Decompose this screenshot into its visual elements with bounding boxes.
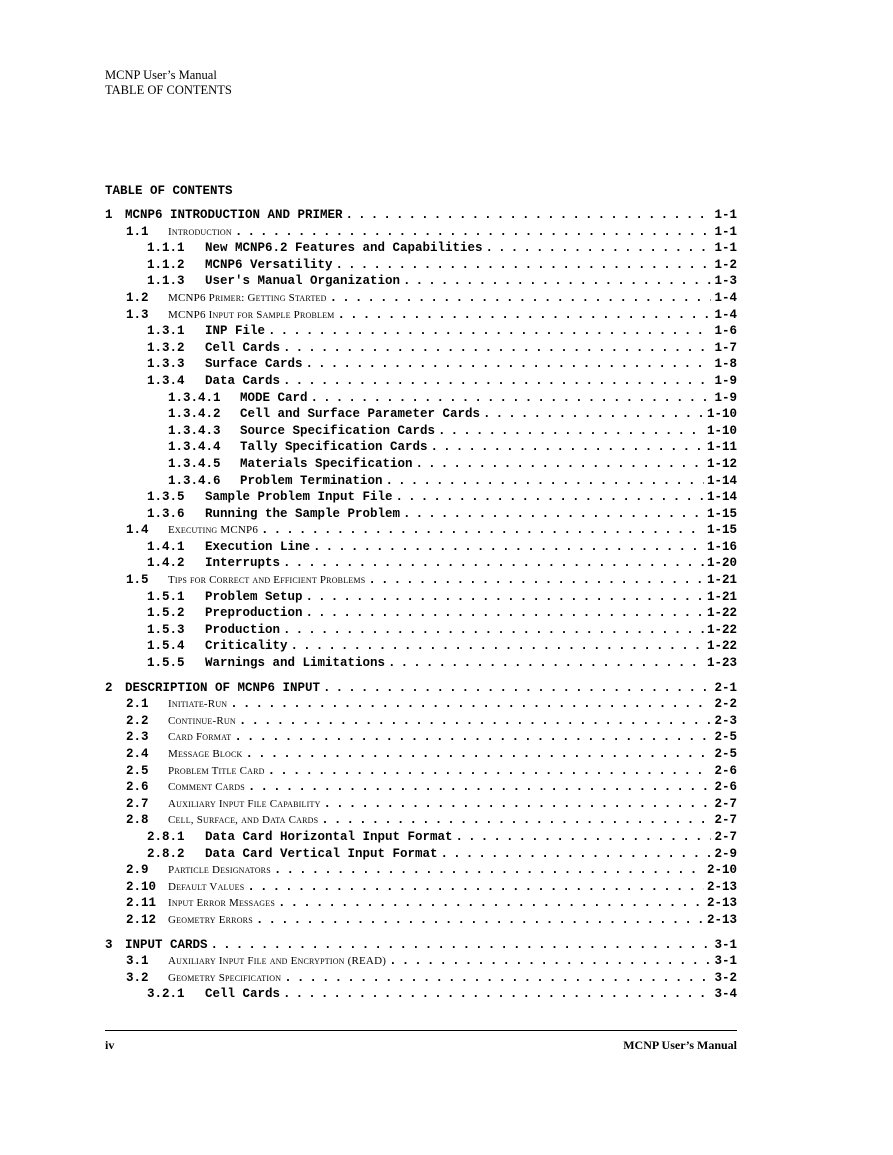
- toc-entry-number: 1.3: [126, 307, 149, 322]
- toc-leader-dots: [321, 813, 711, 827]
- toc-entry[interactable]: [105, 863, 737, 880]
- toc-entry-page: 2-10: [706, 863, 737, 878]
- toc-entry-page: 1-3: [714, 274, 737, 289]
- toc-entry-page: 1-16: [706, 539, 737, 554]
- toc-entry-page: 2-6: [714, 763, 737, 778]
- toc-entry-number: 2.3: [126, 730, 149, 745]
- toc-entry-number: 1.4: [126, 523, 149, 538]
- toc-entry-page: 2-7: [714, 796, 737, 811]
- toc-entry-page: 1-7: [714, 340, 737, 355]
- toc-entry-title: Sample Problem Input File: [205, 490, 393, 505]
- toc-entry-title: Warnings and Limitations: [205, 656, 386, 671]
- toc-entry-title: Problem Title Card: [168, 764, 265, 777]
- toc-leader-dots: [403, 274, 711, 288]
- toc-leader-dots: [456, 830, 712, 844]
- toc-entry[interactable]: [105, 880, 737, 897]
- toc-entry[interactable]: [105, 291, 737, 308]
- toc-entry-number: 1.5.5: [147, 656, 185, 671]
- toc-entry-page: 1-9: [714, 373, 737, 388]
- toc-entry-title: Default Values: [168, 880, 245, 893]
- toc-entry-page: 1-21: [706, 573, 737, 588]
- toc-entry-page: 3-2: [714, 970, 737, 985]
- toc-entry-title: Problem Setup: [205, 589, 303, 604]
- toc-entry-title: Geometry Specification: [168, 971, 282, 984]
- toc-leader-dots: [306, 590, 704, 604]
- toc-entry-number: 2.2: [126, 713, 149, 728]
- toc-entry-page: 1-15: [706, 506, 737, 521]
- toc-entry-page: 2-13: [706, 896, 737, 911]
- toc-leader-dots: [403, 507, 704, 521]
- toc-leader-dots: [386, 474, 704, 488]
- toc-entry[interactable]: [105, 341, 737, 358]
- toc-entry[interactable]: [105, 391, 737, 408]
- toc-entry-number: 1.5.3: [147, 622, 185, 637]
- toc-entry-page: 2-5: [714, 747, 737, 761]
- toc-entry-number: 2.10: [126, 879, 157, 894]
- toc-entry[interactable]: [105, 258, 737, 275]
- toc-leader-dots: [438, 424, 704, 438]
- toc-leader-dots: [483, 407, 704, 421]
- toc-entry-page: 3-1: [714, 954, 737, 969]
- toc-entry-title: Surface Cards: [205, 357, 303, 372]
- toc-heading: TABLE OF CONTENTS: [105, 184, 233, 198]
- toc-entry-title: Geometry Errors: [168, 913, 253, 926]
- toc-entry-title: Cell, Surface, and Data Cards: [168, 814, 319, 827]
- toc-entry-page: 2-13: [706, 912, 737, 927]
- table-of-contents: [105, 208, 737, 1004]
- toc-entry-number: 1.3.5: [147, 490, 185, 505]
- toc-entry[interactable]: [105, 225, 737, 242]
- toc-entry-title: Tally Specification Cards: [240, 440, 428, 455]
- toc-entry-page: 2-6: [714, 780, 737, 795]
- toc-entry[interactable]: [105, 474, 737, 491]
- toc-entry-number: 1.5.4: [147, 639, 185, 654]
- toc-entry[interactable]: [105, 780, 737, 797]
- toc-leader-dots: [291, 639, 704, 653]
- toc-entry-title: Source Specification Cards: [240, 423, 436, 438]
- toc-entry-page: 2-5: [714, 730, 737, 745]
- footer-title: MCNP User’s Manual: [623, 1038, 737, 1052]
- toc-entry-number: 2.12: [126, 912, 157, 927]
- toc-entry-title: New MCNP6.2 Features and Capabilities: [205, 241, 483, 256]
- toc-leader-dots: [274, 863, 704, 877]
- toc-entry-title: Running the Sample Problem: [205, 506, 401, 521]
- toc-entry[interactable]: [105, 241, 737, 258]
- toc-leader-dots: [211, 938, 712, 952]
- toc-entry[interactable]: [105, 407, 737, 424]
- toc-entry[interactable]: [105, 697, 737, 714]
- toc-entry-page: 1-1: [714, 241, 737, 256]
- toc-entry[interactable]: [105, 573, 737, 590]
- toc-entry-number: 1: [105, 208, 113, 222]
- toc-entry[interactable]: [105, 896, 737, 913]
- toc-entry-number: 1.3.4.4: [168, 440, 221, 455]
- toc-entry[interactable]: [105, 797, 737, 814]
- toc-leader-dots: [256, 913, 704, 927]
- toc-entry-page: 1-23: [706, 656, 737, 671]
- toc-entry-number: 2.6: [126, 780, 149, 795]
- toc-entry[interactable]: [105, 954, 737, 971]
- toc-entry-page: 1-2: [714, 257, 737, 272]
- toc-entry[interactable]: [105, 606, 737, 623]
- toc-entry-title: Input Error Messages: [168, 897, 276, 910]
- toc-entry-number: 1.3.4: [147, 373, 185, 388]
- toc-entry-title: MCNP6 Primer: Getting Started: [168, 291, 327, 304]
- toc-entry-title: Cell Cards: [205, 987, 281, 1002]
- toc-entry-title: INPUT CARDS: [125, 937, 208, 952]
- toc-entry[interactable]: [105, 747, 737, 764]
- toc-entry-number: 1.1: [126, 224, 149, 239]
- toc-entry-number: 3.1: [126, 954, 149, 969]
- toc-entry-title: Initiate-Run: [168, 698, 228, 711]
- toc-entry-page: 1-20: [706, 556, 737, 571]
- toc-leader-dots: [324, 797, 712, 811]
- toc-entry-page: 3-1: [714, 937, 737, 952]
- toc-entry-number: 2.8: [126, 813, 149, 828]
- toc-leader-dots: [346, 208, 712, 222]
- toc-entry-number: 2.1: [126, 697, 149, 712]
- toc-entry[interactable]: [105, 913, 737, 930]
- toc-leader-dots: [313, 540, 704, 554]
- toc-entry-page: 1-1: [714, 208, 737, 222]
- toc-entry-number: 1.4.2: [147, 556, 185, 571]
- toc-entry-title: Preproduction: [205, 606, 303, 621]
- toc-leader-dots: [441, 847, 712, 861]
- toc-entry-title: Tips for Correct and Efficient Problems: [168, 574, 366, 587]
- toc-leader-dots: [311, 391, 712, 405]
- toc-entry-title: DESCRIPTION OF MCNP6 INPUT: [125, 680, 321, 695]
- toc-entry-number: 1.3.4.6: [168, 473, 221, 488]
- toc-entry-title: Message Block: [168, 748, 243, 760]
- toc-entry-title: INP File: [205, 324, 266, 339]
- toc-entry-title: MCNP6 Versatility: [205, 257, 333, 272]
- toc-entry-number: 1.5.2: [147, 606, 185, 621]
- toc-entry-title: Problem Termination: [240, 473, 383, 488]
- toc-leader-dots: [261, 523, 704, 537]
- toc-entry[interactable]: [105, 590, 737, 607]
- toc-entry-title: Card Format: [168, 731, 232, 744]
- toc-entry-page: 2-13: [706, 879, 737, 894]
- toc-entry-number: 1.4.1: [147, 539, 185, 554]
- toc-entry-page: 2-3: [714, 713, 737, 728]
- toc-entry-number: 3.2.1: [147, 987, 185, 1002]
- toc-leader-dots: [283, 374, 711, 388]
- toc-entry[interactable]: [105, 507, 737, 524]
- toc-entry[interactable]: [105, 764, 737, 781]
- toc-leader-dots: [239, 714, 712, 728]
- toc-entry-title: Executing MCNP6: [168, 524, 259, 537]
- toc-entry-title: Continue-Run: [168, 714, 236, 727]
- toc-entry-number: 1.1.2: [147, 257, 185, 272]
- toc-entry[interactable]: [105, 730, 737, 747]
- toc-entry[interactable]: [105, 971, 737, 988]
- page-number: iv: [105, 1038, 115, 1052]
- toc-entry[interactable]: [105, 274, 737, 291]
- toc-entry-number: 2.8.1: [147, 829, 185, 844]
- toc-entry[interactable]: [105, 987, 737, 1004]
- toc-entry-number: 2.8.2: [147, 846, 185, 861]
- toc-leader-dots: [306, 606, 704, 620]
- toc-leader-dots: [283, 341, 711, 355]
- toc-entry-page: 1-10: [706, 407, 737, 422]
- toc-leader-dots: [283, 623, 704, 637]
- toc-entry-number: 2.5: [126, 763, 149, 778]
- toc-entry-number: 2.4: [126, 747, 149, 761]
- toc-entry-page: 1-22: [706, 622, 737, 637]
- toc-leader-dots: [396, 490, 704, 504]
- toc-leader-dots: [416, 457, 704, 471]
- toc-entry-number: 1.3.1: [147, 324, 185, 339]
- toc-leader-dots: [368, 573, 704, 587]
- toc-entry-number: 1.1.3: [147, 274, 185, 289]
- toc-entry[interactable]: [105, 523, 737, 540]
- toc-leader-dots: [247, 880, 704, 894]
- toc-entry-title: Materials Specification: [240, 456, 413, 471]
- toc-entry[interactable]: [105, 540, 737, 557]
- toc-entry[interactable]: [105, 208, 737, 225]
- toc-entry[interactable]: [105, 424, 737, 441]
- toc-entry-page: 3-4: [714, 987, 737, 1002]
- toc-entry-page: 1-22: [706, 639, 737, 654]
- toc-leader-dots: [278, 896, 704, 910]
- toc-entry-page: 1-6: [714, 324, 737, 339]
- toc-entry[interactable]: [105, 457, 737, 474]
- toc-entry-title: Comment Cards: [168, 781, 245, 794]
- toc-entry[interactable]: [105, 938, 737, 955]
- toc-leader-dots: [268, 324, 711, 338]
- toc-entry-page: 1-10: [706, 423, 737, 438]
- toc-entry-title: Interrupts: [205, 556, 281, 571]
- toc-leader-dots: [330, 291, 712, 305]
- toc-leader-dots: [323, 681, 711, 695]
- toc-leader-dots: [486, 241, 712, 255]
- toc-entry[interactable]: [105, 556, 737, 573]
- toc-entry[interactable]: [105, 681, 737, 698]
- toc-leader-dots: [306, 357, 712, 371]
- toc-entry-number: 2: [105, 680, 113, 695]
- toc-leader-dots: [283, 987, 711, 1001]
- toc-entry-page: 2-9: [714, 846, 737, 861]
- toc-entry-title: Data Cards: [205, 373, 281, 388]
- toc-leader-dots: [284, 971, 711, 985]
- toc-entry-title: Production: [205, 622, 281, 637]
- toc-entry-title: Data Card Horizontal Input Format: [205, 829, 453, 844]
- toc-entry-title: Auxiliary Input File Capability: [168, 797, 321, 810]
- toc-entry-title: Criticality: [205, 639, 288, 654]
- toc-entry-page: 1-9: [714, 390, 737, 405]
- toc-entry[interactable]: [105, 357, 737, 374]
- toc-entry-title: MCNP6 Input for Sample Problem: [168, 308, 335, 321]
- toc-entry-title: MODE Card: [240, 390, 308, 405]
- toc-entry[interactable]: [105, 656, 737, 673]
- toc-entry-page: 1-11: [706, 440, 737, 455]
- toc-entry-number: 1.5.1: [147, 589, 185, 604]
- toc-entry-page: 1-22: [706, 606, 737, 621]
- toc-entry-number: 2.11: [126, 896, 157, 911]
- toc-entry-page: 1-4: [714, 290, 737, 305]
- toc-leader-dots: [230, 697, 711, 711]
- toc-entry-page: 1-14: [706, 473, 737, 488]
- toc-entry-title: User's Manual Organization: [205, 274, 401, 289]
- toc-entry-number: 1.3.2: [147, 340, 185, 355]
- toc-entry-title: Particle Designators: [168, 864, 271, 877]
- toc-entry[interactable]: [105, 847, 737, 864]
- toc-leader-dots: [283, 556, 704, 570]
- footer-rule: [105, 1030, 737, 1031]
- toc-leader-dots: [336, 258, 712, 272]
- toc-entry-number: 1.5: [126, 573, 149, 588]
- toc-entry-title: Introduction: [168, 225, 232, 238]
- toc-entry-number: 1.3.6: [147, 506, 185, 521]
- toc-entry[interactable]: [105, 813, 737, 830]
- toc-entry-title: Cell Cards: [205, 340, 281, 355]
- toc-entry-number: 2.9: [126, 863, 149, 878]
- toc-entry[interactable]: [105, 639, 737, 656]
- toc-entry-title: Cell and Surface Parameter Cards: [240, 407, 481, 422]
- toc-entry-number: 1.3.4.1: [168, 390, 221, 405]
- toc-entry-number: 1.2: [126, 290, 149, 305]
- toc-entry-page: 1-14: [706, 490, 737, 505]
- toc-entry-number: 1.3.3: [147, 357, 185, 372]
- toc-entry-title: Execution Line: [205, 539, 311, 554]
- toc-entry-page: 1-8: [714, 357, 737, 372]
- toc-leader-dots: [235, 225, 712, 239]
- toc-entry-title: Data Card Vertical Input Format: [205, 846, 438, 861]
- running-header-section: TABLE OF CONTENTS: [105, 83, 232, 97]
- toc-entry-number: 1.1.1: [147, 241, 185, 256]
- toc-entry-number: 3.2: [126, 970, 149, 985]
- toc-leader-dots: [389, 954, 711, 968]
- toc-entry[interactable]: [105, 714, 737, 731]
- toc-leader-dots: [248, 780, 712, 794]
- toc-entry[interactable]: [105, 623, 737, 640]
- toc-leader-dots: [268, 764, 712, 778]
- toc-entry[interactable]: [105, 830, 737, 847]
- toc-leader-dots: [337, 308, 711, 322]
- toc-entry-number: 2.7: [126, 796, 149, 811]
- toc-entry-number: 1.3.4.3: [168, 423, 221, 438]
- toc-entry-number: 1.3.4.2: [168, 407, 221, 422]
- toc-entry-page: 2-7: [714, 813, 737, 828]
- toc-entry[interactable]: [105, 440, 737, 457]
- toc-entry-title: Auxiliary Input File and Encryption (READ): [168, 955, 387, 968]
- toc-entry-number: 3: [105, 937, 113, 952]
- toc-leader-dots: [431, 440, 704, 454]
- toc-entry[interactable]: [105, 374, 737, 391]
- toc-entry-page: 1-12: [706, 456, 737, 471]
- running-header-title: MCNP User’s Manual: [105, 68, 217, 82]
- toc-entry-number: 1.3.4.5: [168, 456, 221, 471]
- toc-entry[interactable]: [105, 490, 737, 507]
- toc-entry-page: 1-1: [714, 224, 737, 239]
- toc-entry-page: 2-1: [714, 680, 737, 695]
- toc-entry-page: 1-4: [714, 307, 737, 322]
- toc-entry-page: 2-2: [714, 697, 737, 712]
- toc-entry-title: MCNP6 INTRODUCTION AND PRIMER: [125, 208, 343, 222]
- toc-entry-page: 1-21: [706, 589, 737, 604]
- toc-leader-dots: [245, 747, 711, 761]
- toc-entry[interactable]: [105, 324, 737, 341]
- toc-entry-page: 1-15: [706, 523, 737, 538]
- toc-leader-dots: [234, 730, 711, 744]
- toc-entry[interactable]: [105, 308, 737, 325]
- toc-entry-page: 2-7: [714, 829, 737, 844]
- toc-leader-dots: [388, 656, 704, 670]
